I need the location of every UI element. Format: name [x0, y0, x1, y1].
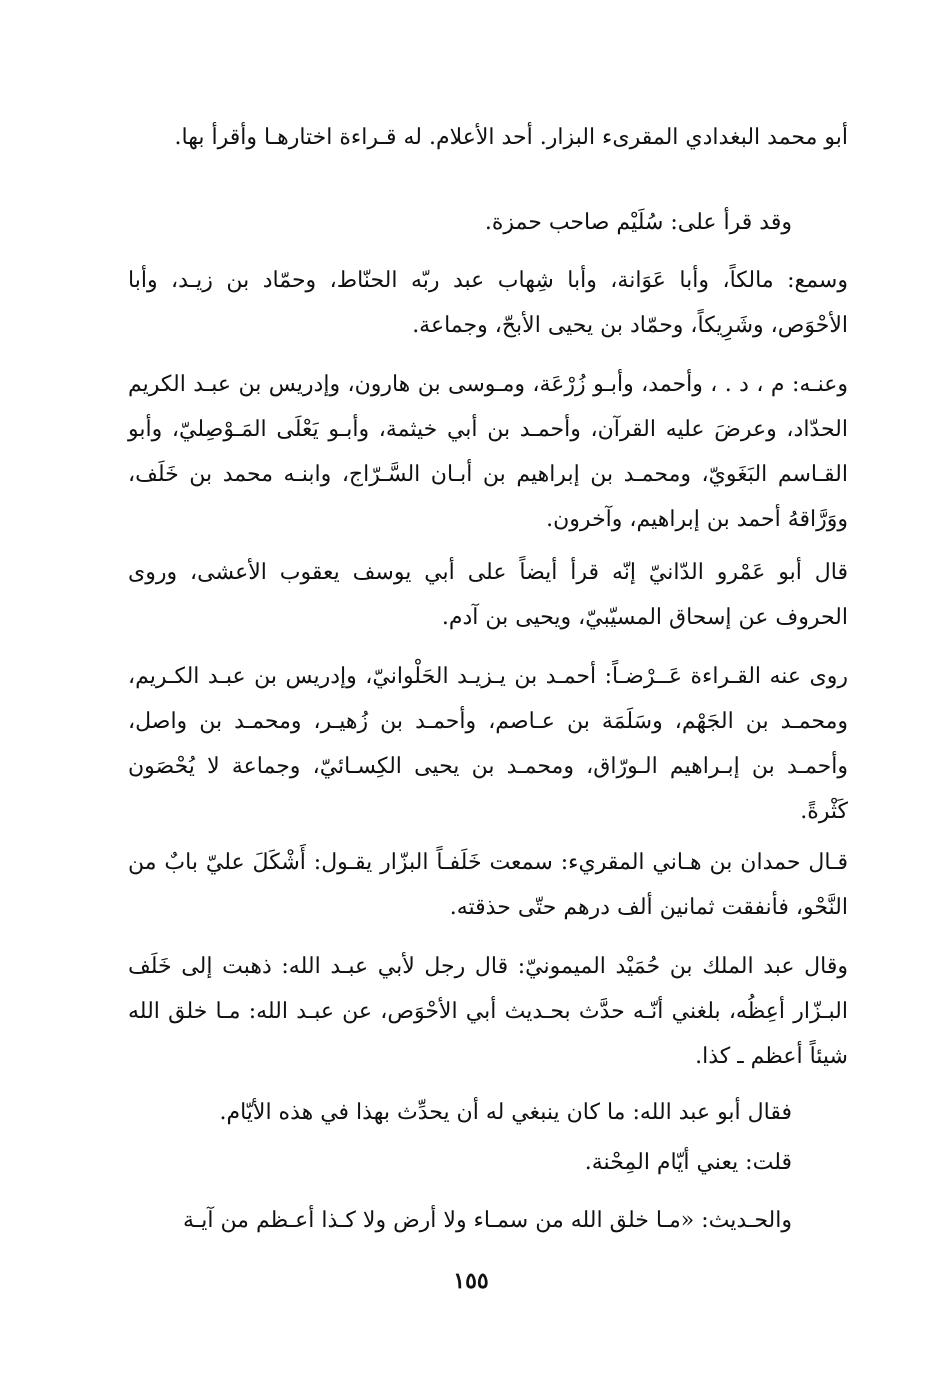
paragraph-read-on: وقد قرأ على: سُلَيْم صاحب حمزة. — [484, 210, 792, 235]
paragraph-narrators: وعنـه: م ، د . ، وأحمد، وأبـو زُرْعَة، ومـوسى بن هارون، وإدريس بن عبـد الكريم الحدّاد، وعرضَ عليه القرآن، وأحمـد بن أبي خيثمة، وأبـو يَعْلَى المَـوْصِليّ، وأبو القـاسم البَغَويّ، ومحمـد بن إبراهيم بن أبـان السَّـرّاج، وابنـه محمد بن خَلَف، ووَرَّاقهُ أحمد بن إبراهيم، وآخرون. — [128, 372, 848, 532]
paragraph-reading-students: روى عنه القـراءة عَــرْضـاً: أحمـد بن يـزيـد الحَلْوانيّ، وإدريس بن عبـد الكـريم، ومحمـد بن الجَهْم، وسَلَمَة بن عـاصم، وأحمـد بن زُهيـر، ومحمـد بن واصل، وأحمـد بن إبـراهيم الـورّاق، ومحمـد بن يحيى الكِسـائيّ، وجماعة لا يُحْصَون كَثْرةً. — [128, 664, 848, 824]
paragraph-hadith: والحـديث: «مـا خلق الله من سمـاء ولا أرض ولا كـذا أعـظم من آيـة — [182, 1208, 792, 1233]
paragraph-abu-abdullah: فقال أبو عبد الله: ما كان ينبغي له أن يحدِّث بهذا في هذه الأيّام. — [219, 1100, 792, 1125]
paragraph-maymuni: وقال عبد الملك بن حُمَيْد الميمونيّ: قال رجل لأبي عبـد الله: ذهبت إلى خَلَف البـزّار أعِظُه، بلغني أنّـه حدَّث بحـديث أبي الأحْوَص، عن عبـد الله: مـا خلق الله شيئاً أعظم ـ كذا. — [128, 954, 848, 1069]
page-number: ١٥٥ — [453, 1268, 489, 1294]
paragraph-al-dani: قال أبو عَمْرو الدّانيّ إنّه قرأ أيضاً على أبي يوسف يعقوب الأعشى، وروى الحروف عن إسحاق المسيّبيّ، ويحيى بن آدم. — [128, 560, 848, 630]
paragraph-heard-from: وسمع: مالكاً، وأبا عَوَانة، وأبا شِهاب عبد ربّه الحنّاط، وحمّاد بن زيـد، وأبا الأحْوَص، وشَرِيكاً، وحمّاد بن يحيى الأبحّ، وجماعة. — [128, 268, 848, 338]
paragraph-hamdan: قـال حمدان بن هـاني المقريء: سمعت خَلَفـاً البزّار يقـول: أَشْكَلَ عليّ بابٌ من النَّحْو، فأنفقت ثمانين ألف درهم حتّى حذقته. — [128, 850, 848, 920]
paragraph-mihna: قلت: يعني أيّام المِحْنة. — [584, 1150, 792, 1175]
paragraph-biography-intro: أبو محمد البغدادي المقرىء البزار. أحد الأعلام. له قـراءة اختارهـا وأقرأ بها. — [174, 125, 848, 150]
